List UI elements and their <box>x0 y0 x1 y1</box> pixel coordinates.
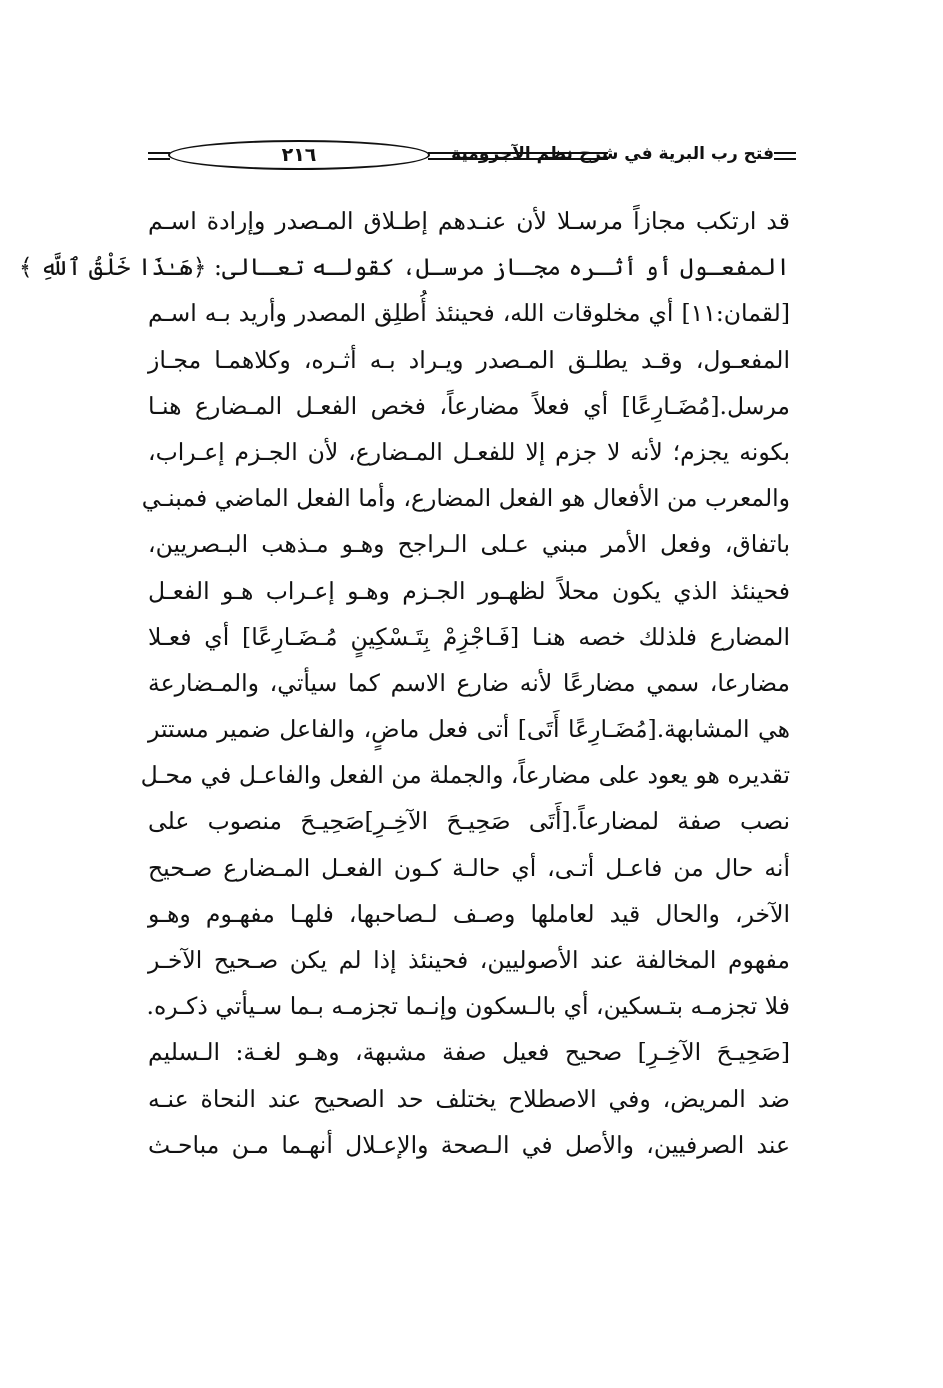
page-header <box>148 140 796 172</box>
text-line: باتفاق، وفعل الأمر مبني عـلى الـراجح وهـو مـذهب البـصريين، <box>148 530 790 559</box>
text-line: عند الصرفيين، والأصل في الـصحة والإعـلال أنهـما مـن مباحـث <box>148 1130 790 1159</box>
book-title: فتح رب البرية في شرح نظم الآجرومية <box>451 144 774 164</box>
header-rule-left <box>148 150 170 162</box>
text-line: نصب صفة لمضارعاً.[أَتَى صَحِيـحَ الآخِـرِ]صَحِيـحَ منصوب على <box>148 807 790 836</box>
text-line: مفهوم المخالفة عند الأصوليين، فحينئذ إذا لم يكن صـحيح الآخـر <box>148 946 790 974</box>
text-line: [لقمان:١١] أي مخلوقات الله، فحينئذ أُطلِق المصدر وأريد بـه اسـم <box>148 299 790 328</box>
text-line: مرسل.[مُضَـارِعًا] أي فعلاً مضارعاً، فخص الفعـل المـضارع هنـا <box>148 391 790 420</box>
text-line: مضارعا، سمي مضارعًا لأنه ضارع الاسم كما سيأتي، والمـضارعة <box>148 668 790 697</box>
text-line: المفعـول أو أثـره مجـاز مرسـل، كقولـه تعـالى: ﴿هَـٰذَا خَلْقُ ٱللَّهِ ﴾ <box>18 253 790 282</box>
text-line: هي المشابهة.[مُضَـارِعًا أَتَى] أتى فعل ماضٍ، والفاعل ضمير مستتر <box>148 715 790 744</box>
text-line: أنه حال من فاعـل أتـى، أي حالـة كـون الفعـل المـضارع صـحيح <box>148 853 790 882</box>
text-line: فلا تجزمـه بتـسكين، أي بالـسكون وإنـما تجزمـه بـما سـيأتي ذكـره. <box>146 992 790 1021</box>
text-line: والمعرب من الأفعال هو الفعل المضارع، وأما الفعل الماضي فمبنـي <box>141 484 790 513</box>
text-line: المفعـول، وقـد يطلـق المـصدر ويـراد بـه أثـره، وكلاهمـا مجـاز <box>148 345 790 374</box>
text-line: تقديره هو يعود على مضارعاً، والجملة من الفعل والفاعـل في محـل <box>140 761 790 790</box>
text-line: المضارع فلذلك خصه هنـا [فَـاجْزِمْ بِتَـسْكِينٍ مُـضَـارِعًا] أي فعـلا <box>148 622 790 651</box>
text-line: [صَحِيـحَ الآخِـرِ] صحيح فعيل صفة مشبهة، وهـو لغـة: الـسليم <box>148 1038 790 1067</box>
page-number: ٢١٦ <box>168 140 430 170</box>
text-line: قد ارتكب مجازاً مرسـلا لأن عنـدهم إطـلاق المـصدر وإرادة اسـم <box>148 207 790 235</box>
header-rule-right <box>774 150 796 162</box>
body-text <box>18 198 790 1168</box>
text-line: ضد المريض، وفي الاصطلاح يختلف حد الصحيح عند النحاة عنـه <box>148 1084 790 1113</box>
text-line: بكونه يجزم؛ لأنه لا جزم إلا للفعـل المـضارع، لأن الجـزم إعـراب، <box>148 437 790 466</box>
text-line: الآخر، والحال قيد لعاملها وصـف لـصاحبها، فلهـا مفهـوم وهـو <box>148 899 790 928</box>
text-line: فحينئذ الذي يكون محلاً لظهـور الجـزم وهـو إعـراب هـو الفعـل <box>148 576 790 605</box>
